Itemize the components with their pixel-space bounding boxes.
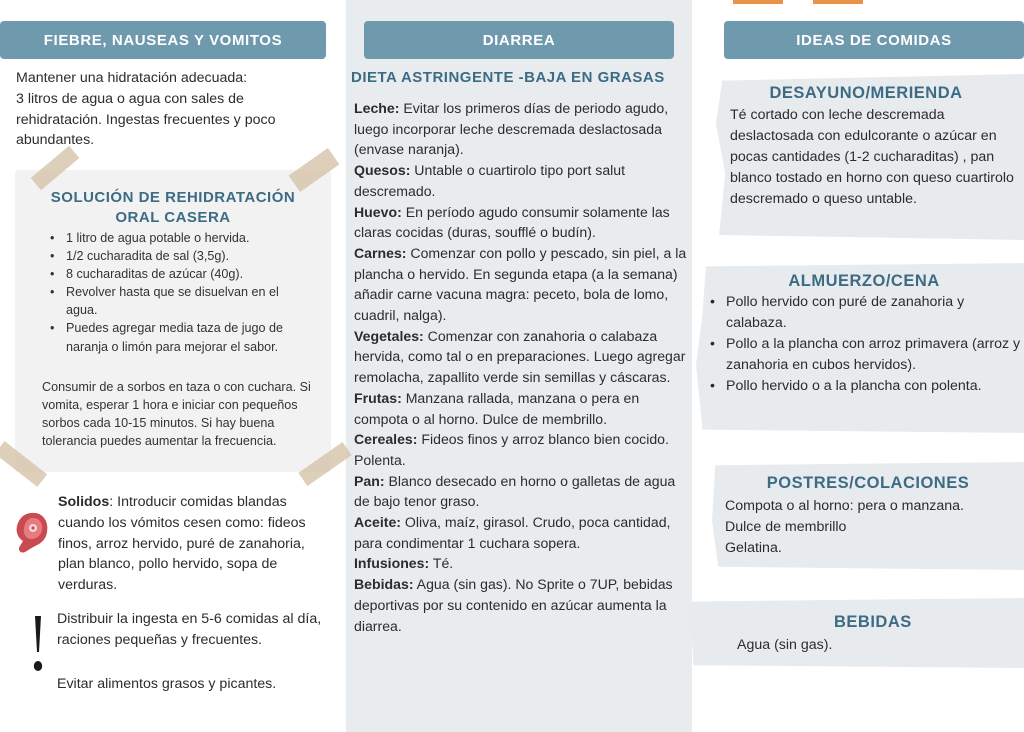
diet-items [354,98,690,636]
diet-item-oil: Aceite: Oliva, maíz, girasol. Crudo, poca cantidad, para condimentar 1 cuchara sopera. [354,514,671,551]
avoid-foods-text: Evitar alimentos grasos y picantes. [57,676,277,692]
list-item: • 8 cucharaditas de azúcar (40g). [40,265,310,283]
list-item: • Pollo hervido o a la plancha con polenta. [700,376,1024,397]
drinks-card-background [690,598,1024,668]
rehydration-note: Consumir de a sorbos en taza o con cuchara. Si vomita, esperar 1 hora e iniciar con pequeños sorbos cada 10-15 minutos. Si hay buena tolerancia puedes aumentar la frecuencia. [42,380,311,449]
list-item: • Revolver hasta que se disuelvan en el agua. [40,283,310,319]
desserts-text: Compota o al horno: pera o manzana. Dulce de membrillo Gelatina. [725,498,964,556]
header-meal-ideas: IDEAS DE COMIDAS [724,21,1024,59]
accent-bar-left [733,0,783,4]
rehydration-ingredients-list [40,229,310,356]
diet-item-milk: Leche: Evitar los primeros días de periodo agudo, luego incorporar leche descremada deslactosada (envase naranja). [354,100,669,158]
diet-item-drinks: Bebidas: Agua (sin gas). No Sprite o 7UP, bebidas deportivas por su contenido en azúcar aumenta la diarrea. [354,576,673,634]
meat-icon [13,510,51,554]
list-item: • 1/2 cucharadita de sal (3,5g). [40,247,310,265]
list-item: • Pollo a la plancha con arroz primavera (arroz y zanahoria en cubos hervidos). [700,334,1024,376]
hydration-text: Mantener una hidratación adecuada: 3 litros de agua o agua con sales de rehidratación. Ingestas frecuentes y poco abundantes. [16,70,276,149]
diet-item-meat: Carnes: Comenzar con pollo y pescado, sin piel, a la plancha o hervido. En segunda etapa (a la semana) añadir carne vacuna magra: peceto, bola de lomo, cuadril, nalga). [354,244,687,324]
list-item: • 1 litro de agua potable o hervida. [40,229,310,247]
drinks-text: Agua (sin gas). [737,637,833,653]
distribute-meals-text: Distribuir la ingesta en 5-6 comidas al día, raciones pequeñas y frecuentes. [57,611,322,648]
exclamation-icon [30,614,44,676]
lunch-list [700,292,1024,397]
diet-item-cereals: Cereales: Fideos finos y arroz blanco bien cocido. Polenta. [354,431,669,468]
breakfast-title: DESAYUNO/MERIENDA [769,84,963,102]
header-fever-nausea-vomiting: FIEBRE, NAUSEAS Y VOMITOS [0,21,326,59]
astringent-diet-title: DIETA ASTRINGENTE -BAJA EN GRASAS [351,69,665,86]
list-item: • Pollo hervido con puré de zanahoria y calabaza. [700,292,1024,334]
diet-item-egg: Huevo: En período agudo consumir solamente las claras cocidas (duras, soufflé o budín). [354,203,670,241]
diet-item-cheese: Quesos: Untable o cuartirolo tipo port salut descremado. [354,162,626,199]
header-diarrhea: DIARREA [364,21,674,59]
accent-bar-right [813,0,863,4]
diet-item-bread: Pan: Blanco desecado en horno o galletas de agua de bajo tenor graso. [354,472,676,510]
solids-paragraph: Solidos: Introducir comidas blandas cuando los vómitos cesen como: fideos finos, arroz hervido, puré de zanahoria, plan blanco, pollo hervido, sopa de verduras. [58,494,306,594]
diet-item-fruits: Frutas: Manzana rallada, manzana o pera en compota o al horno. Dulce de membrillo. [354,389,640,427]
diet-item-infusions: Infusiones: Té. [354,555,454,572]
desserts-title: POSTRES/COLACIONES [766,474,970,492]
lunch-title: ALMUERZO/CENA [788,272,940,290]
rehydration-solution-title: SOLUCIÓN DE REHIDRATACIÓN ORAL CASERA [50,189,296,226]
diet-item-vegetables: Vegetales: Comenzar con zanahoria o calabaza hervida, como tal o en preparaciones. Luego agregar remolacha, zapallito verde sin semillas y cáscaras. [354,327,686,386]
list-item: • Puedes agregar media taza de jugo de naranja o limón para mejorar el sabor. [40,319,310,355]
drinks-title: BEBIDAS [834,613,912,631]
breakfast-text: Té cortado con leche descremada deslactosada con edulcorante o azúcar en pocas cantidades (1-2 cucharaditas) , pan blanco tostado en horno con queso cuartirolo descremado o queso untable. [730,107,1014,207]
